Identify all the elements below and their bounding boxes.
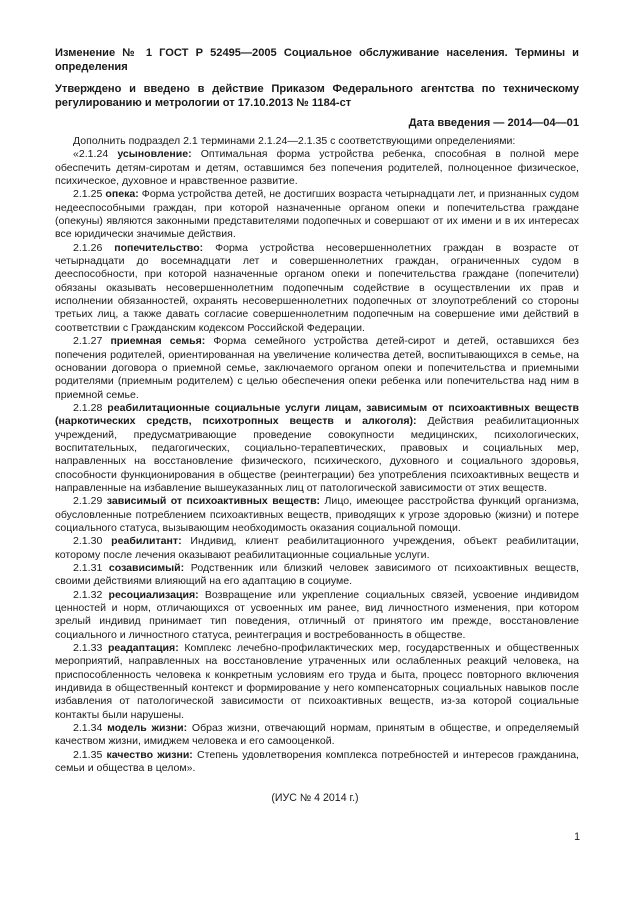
term-number: 2.1.34: [73, 722, 103, 735]
term-2-1-34: [55, 722, 579, 749]
ius-reference: (ИУС № 4 2014 г.): [271, 792, 359, 804]
term-number: 2.1.26: [73, 241, 103, 254]
term-number: 2.1.28: [73, 401, 103, 414]
document-body: [55, 135, 579, 776]
term-definition: Родственник или близкий человек зависимого от психоактивных веществ, своими действиями влияющий на его адаптацию в социуме.: [55, 562, 579, 588]
effective-date: Дата введения — 2014—04—01: [408, 117, 579, 129]
term-2-1-33: [55, 642, 579, 722]
term-2-1-29: [55, 495, 579, 535]
term-2-1-30: [55, 535, 579, 562]
term-definition: Форма устройства детей, не достигших возраста четырнадцати лет, и признанных судом недееспособными граждан, при которой назначенные органом опеки и попечительства граждане (опекуны) являются законными представителями подопечных и совершают от их имени и в их интересах все юридически значимые действия.: [55, 188, 580, 241]
term-number: 2.1.31: [73, 562, 103, 574]
term-number: 2.1.29: [73, 495, 103, 508]
approval-statement: Утверждено и введено в действие Приказом Федерального агентства по техническому регулированию и метрологии от 17.10.2013 № 1184-ст: [55, 83, 579, 109]
page-number: 1: [574, 831, 580, 843]
term-number: 2.1.27: [73, 335, 103, 348]
term-name: опека:: [105, 188, 139, 201]
term-name: реабилитационные социальные услуги лицам, зависимым от психоактивных веществ (наркотических средств, психотропных веществ и алкоголя):: [55, 401, 579, 428]
term-name: усыновление:: [117, 148, 192, 161]
term-number: 2.1.35: [73, 748, 103, 761]
term-name: ресоциализация:: [108, 588, 199, 601]
term-number: 2.1.25: [73, 188, 103, 201]
term-definition: Оптимальная форма устройства ребенка, способная в полной мере обеспечить детям-сиротам и детям, оставшимся без попечения родителей, полноценное физическое, психическое, духовное и нравственное развитие.: [55, 148, 579, 188]
term-name: реабилитант:: [111, 535, 182, 548]
term-name: качество жизни:: [106, 748, 193, 761]
term-2-1-31: [55, 562, 579, 589]
term-definition: Степень удовлетворения комплекса потребностей и интересов гражданина, семьи и общества в целом».: [55, 748, 579, 775]
term-2-1-32: [55, 589, 579, 642]
term-definition: Действия реабилитационных учреждений, предусматривающие проведение совокупности медицинских, психологических, воспитательных, педагогических, социально-терапевтических, правовых и социальных мер, направленных на восстановление физического, психического, духовного и социального здоровья, способности функционирования в обществе (реинтеграции) без употребления психоактивных веществ и направленные на избавление вышеуказанных лиц от патологической зависимости от этих веществ.: [55, 415, 579, 494]
term-2-1-24: [55, 148, 579, 188]
term-definition: Индивид, клиент реабилитационного учреждения, объект реабилитации, которому после лечения оказывают реабилитационные социальные услуги.: [55, 535, 579, 561]
term-name: модель жизни:: [107, 722, 188, 735]
amendment-title: Изменение № 1 ГОСТ Р 52495—2005 Социальное обслуживание населения. Термины и определения: [55, 47, 579, 73]
term-definition: Образ жизни, отвечающий нормам, принятым в обществе, и определяемый качеством жизни, имиджем человека и его самооценкой.: [55, 722, 580, 748]
term-name: попечительство:: [114, 241, 204, 254]
term-definition: Форма семейного устройства детей-сирот и детей, оставшихся без попечения родителей, ориентированная на увеличение количества детей, воспитывающихся в семье, на основании договора о приемной семье, заключаемого органом опеки и попечительства и приемными родителями (приемным родителем) с целью обеспечения опеки ребенка или попечительства над ним в приемной семье.: [55, 335, 579, 401]
term-name: приемная семья:: [110, 335, 206, 348]
term-2-1-26: [55, 242, 579, 335]
term-number: 2.1.30: [73, 535, 103, 548]
term-definition: Комплекс лечебно-профилактических мер, государственных и общественных мероприятий, направленных на восстановление утраченных или ослабленных реакций человека, на приспособленность человека к конкретным условиям его труда и быта, процесс повторного включения индивида в общественный контекст и формирование у него компенсаторных социальных навыков после избавления от патологической зависимости от психоактивных веществ, из-за которой социальные контакты были нарушены.: [55, 642, 579, 721]
term-2-1-35: [55, 749, 579, 776]
term-number: 2.1.32: [73, 588, 103, 601]
term-definition: Форма устройства несовершеннолетних граждан в возрасте от четырнадцати до восемнадцати лет и совершеннолетних граждан, ограниченных судом в дееспособности, при которой назначенные органом опеки и попечительства граждане (попечители) обязаны оказывать несовершеннолетним подопечным содействие в осуществлении их прав и исполнении обязанностей, охранять несовершеннолетних подопечных от злоупотреблений со стороны третьих лиц, а также давать согласие совершеннолетним подопечным на совершение ими действий в соответствии с Гражданским кодексом Российской Федерации.: [55, 241, 579, 334]
term-number: «2.1.24: [73, 148, 109, 161]
term-name: созависимый:: [108, 562, 185, 574]
term-definition: Возвращение или укрепление социальных связей, усвоение индивидом ценностей и норм, отличающихся от усвоенных им ранее, вид личностного изменения, при котором зрелый индивид принимает тип поведения, отличный от принятого им прежде, восстановление социального и личностного статуса, реинтеграция и востребованность в обществе.: [55, 588, 579, 641]
term-2-1-27: [55, 335, 579, 402]
term-number: 2.1.33: [73, 642, 103, 655]
term-name: зависимый от психоактивных веществ:: [106, 495, 321, 508]
document-header: [55, 46, 579, 141]
intro-paragraph: Дополнить подраздел 2.1 терминами 2.1.24—2.1.35 с соответствующими определениями:: [73, 135, 516, 147]
term-name: реадаптация:: [107, 642, 179, 655]
term-2-1-25: [55, 188, 579, 241]
term-2-1-28: [55, 402, 579, 495]
term-definition: Лицо, имеющее расстройства функций организма, обусловленные потреблением психоактивных веществ, приводящих к угрозе здоровью (жизни) и потере социального статуса, вызывающим необходимость оказания социальной помощи.: [55, 495, 579, 534]
